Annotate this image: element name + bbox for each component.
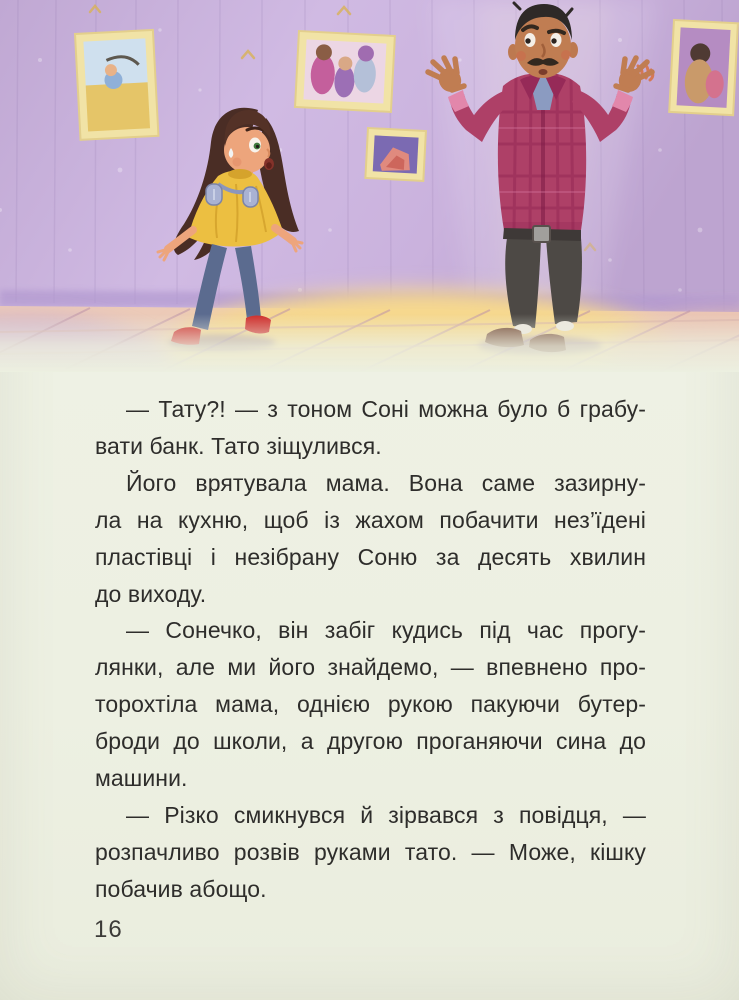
paragraph: [95, 612, 646, 797]
text-line: пластівці і незібрану Соню за десять хвилин: [95, 543, 646, 570]
page-number: 16: [94, 916, 123, 943]
dad-sock-right: [556, 321, 574, 331]
dad-blush-right: [561, 50, 571, 60]
text-line: машини.: [95, 765, 188, 792]
picture-frame-family: [295, 31, 395, 112]
story-illustration: [0, 0, 739, 372]
text-line: лянки, але ми його знайдемо, — впевнено про-: [95, 654, 646, 681]
text-line: ла на кухню, щоб із жахом побачити нез’їдені: [95, 506, 646, 533]
text-line: — Різко смикнувся й зірвався з повідця, —: [126, 801, 646, 828]
girl-blush: [233, 158, 242, 167]
story-text: [95, 391, 646, 908]
text-line: Його врятувала мама. Вона саме зазирну-: [126, 469, 646, 496]
dad-blush-left: [516, 51, 526, 61]
text-line: — Сонечко, він забіг кудись під час прогу-: [126, 617, 646, 644]
paragraph: [95, 391, 646, 465]
girl-shoe-right: [245, 316, 271, 334]
text-line: до виходу.: [95, 580, 207, 607]
text-line: розпачливо розвів руками тато. — Може, кішку: [95, 838, 646, 865]
text-line: побачив абощо.: [95, 875, 267, 902]
paragraph: [95, 797, 646, 908]
dad-mouth: [539, 69, 548, 75]
girl-collar: [228, 169, 252, 179]
picture-frame-child: [75, 30, 158, 140]
paragraph: [95, 465, 646, 613]
girl-mouth-open: [264, 158, 274, 170]
girl-eye: [249, 138, 261, 153]
text-line: — Тату?! — з тоном Соні можна було б грабу-: [126, 396, 646, 422]
text-line: торохтіла мама, однією рукою пакуючи бутер-: [95, 691, 646, 718]
picture-frame-small: [365, 128, 426, 181]
illustration-svg: [0, 0, 739, 372]
picture-frame-portrait: [669, 20, 738, 115]
text-line: вати банк. Тато зіщулився.: [95, 432, 382, 459]
text-line: броди до школи, а другою проганяючи сина до: [95, 728, 646, 755]
floor: [0, 290, 739, 372]
